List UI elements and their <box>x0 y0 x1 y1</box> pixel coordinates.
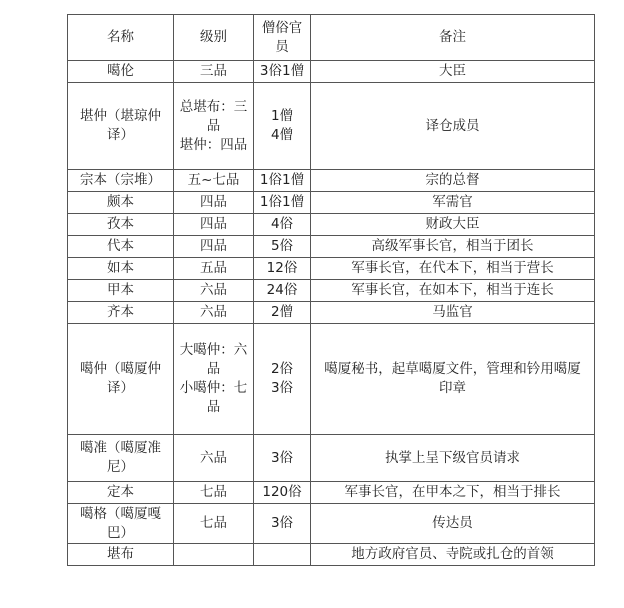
cell-rank-line: 品 <box>206 117 221 134</box>
cell-count <box>254 482 311 504</box>
cell-rank-line: 四品 <box>200 216 227 232</box>
cell-name-line: 宗本（宗堆） <box>80 172 161 188</box>
cell-rank-line: 四品 <box>200 238 227 254</box>
table-row <box>68 482 595 504</box>
cell-name-line: 译） <box>107 127 134 143</box>
cell-name <box>68 258 174 280</box>
cell-name-line: 齐本 <box>107 304 134 320</box>
cell-note <box>311 236 595 258</box>
cell-name <box>68 435 174 482</box>
cell-name-line: 如本 <box>107 260 134 276</box>
table-row <box>68 170 595 192</box>
cell-rank <box>174 482 254 504</box>
cell-note-line: 马监官 <box>432 304 473 320</box>
cell-count <box>254 258 311 280</box>
cell-rank-line: 六品 <box>200 282 227 298</box>
cell-count-line: 2僧 <box>270 304 294 320</box>
cell-note-line: 传达员 <box>432 515 473 531</box>
cell-note-line: 地方政府官员、寺院或扎仓的首领 <box>351 546 554 562</box>
cell-note-line: 宗的总督 <box>425 172 480 188</box>
cell-count <box>254 192 311 214</box>
cell-note-line: 军事长官，在甲本之下，相当于排长 <box>344 484 561 500</box>
cell-count <box>254 302 311 324</box>
cell-name-line: 译） <box>107 380 134 396</box>
cell-name-line: 巴） <box>107 524 134 541</box>
cell-name <box>68 280 174 302</box>
cell-rank-line: 五品 <box>200 260 227 276</box>
cell-count <box>254 236 311 258</box>
cell-note <box>311 214 595 236</box>
cell-name <box>68 192 174 214</box>
table-row <box>68 324 595 435</box>
cell-count-line: 1俗1僧 <box>259 172 305 188</box>
cell-count <box>254 61 311 83</box>
cell-note-line: 军需官 <box>432 194 473 210</box>
cell-note-line: 执掌上呈下级官员请求 <box>385 449 520 466</box>
cell-count-line: 4僧 <box>270 127 294 143</box>
table-row <box>68 214 595 236</box>
cell-count-line: 12俗 <box>266 260 298 276</box>
cell-note <box>311 482 595 504</box>
cell-note <box>311 83 595 170</box>
cell-rank-line: 七品 <box>200 484 227 500</box>
cell-name-line: 噶仲（噶厦仲 <box>80 361 161 377</box>
cell-count-line: 1僧 <box>270 108 294 124</box>
table-row <box>68 61 595 83</box>
cell-rank <box>174 83 254 170</box>
cell-note-line: 高级军事长官，相当于团长 <box>371 238 534 254</box>
cell-rank-line: 三品 <box>200 63 227 79</box>
cell-note-line: 军事长官，在如本下，相当于连长 <box>351 282 554 298</box>
cell-name-line: 尼） <box>107 459 134 475</box>
cell-rank <box>174 435 254 482</box>
table-body <box>68 61 595 566</box>
cell-rank <box>174 214 254 236</box>
cell-note-line: 译仓成员 <box>425 117 480 134</box>
table-row <box>68 258 595 280</box>
table-row <box>68 504 595 544</box>
cell-rank-line: 堪仲：四品 <box>179 136 248 153</box>
table-row <box>68 280 595 302</box>
cell-count-line: 5俗 <box>270 238 294 254</box>
cell-count-line: 4俗 <box>270 216 294 232</box>
cell-count-line: 3俗 <box>270 515 294 531</box>
table-row <box>68 192 595 214</box>
cell-note <box>311 61 595 83</box>
cell-count-line: 120俗 <box>262 484 302 500</box>
cell-rank-line: 四品 <box>200 194 227 210</box>
cell-count <box>254 83 311 170</box>
cell-name <box>68 302 174 324</box>
cell-name-line: 颇本 <box>107 194 134 210</box>
cell-name <box>68 324 174 435</box>
cell-name <box>68 544 174 566</box>
header-rank: 级别 <box>174 15 254 61</box>
cell-note-line: 财政大臣 <box>425 216 480 232</box>
cell-count-line: 2俗 <box>270 361 294 377</box>
cell-name-line: 噶准（噶厦准 <box>80 440 161 456</box>
cell-rank-line: 品 <box>206 399 221 415</box>
cell-count <box>254 170 311 192</box>
cell-rank-line: 七品 <box>200 515 227 531</box>
cell-name-line: 定本 <box>107 484 134 500</box>
cell-name-line: 代本 <box>107 238 134 254</box>
cell-note <box>311 258 595 280</box>
header-row <box>68 15 595 61</box>
cell-rank-line: 大噶仲：六 <box>179 342 248 358</box>
cell-count <box>254 544 311 566</box>
cell-rank <box>174 61 254 83</box>
cell-name <box>68 236 174 258</box>
cell-count-line: 1俗1僧 <box>259 194 305 210</box>
cell-note <box>311 324 595 435</box>
cell-name <box>68 170 174 192</box>
cell-note <box>311 192 595 214</box>
header-count-line: 僧俗官 <box>261 19 303 36</box>
cell-note-line: 噶厦秘书，起草噶厦文件，管理和钤用噶厦 <box>324 361 581 377</box>
cell-rank <box>174 192 254 214</box>
cell-count <box>254 324 311 435</box>
cell-note <box>311 302 595 324</box>
cell-name <box>68 214 174 236</box>
cell-rank-line: 小噶仲：七 <box>179 380 248 396</box>
officials-table <box>67 14 595 566</box>
header-name: 名称 <box>68 15 174 61</box>
table-row <box>68 236 595 258</box>
cell-rank <box>174 324 254 435</box>
cell-rank <box>174 302 254 324</box>
table-row <box>68 435 595 482</box>
table-row <box>68 544 595 566</box>
cell-count <box>254 280 311 302</box>
cell-name <box>68 504 174 544</box>
cell-name <box>68 61 174 83</box>
cell-note-line: 军事长官，在代本下，相当于营长 <box>351 260 554 276</box>
cell-rank <box>174 170 254 192</box>
cell-rank-line: 品 <box>206 361 221 377</box>
officials-table-container <box>67 14 595 566</box>
cell-name-line: 孜本 <box>107 216 134 232</box>
cell-rank-line: 六品 <box>200 449 227 466</box>
cell-rank <box>174 280 254 302</box>
cell-name <box>68 482 174 504</box>
cell-count <box>254 504 311 544</box>
cell-rank-line: 总堪布：三 <box>179 98 248 115</box>
table-row <box>68 83 595 170</box>
cell-name-line: 堪仲（堪琼仲 <box>80 108 161 124</box>
cell-note-line: 印章 <box>439 380 466 396</box>
cell-count-line: 3俗 <box>270 449 294 466</box>
cell-note <box>311 170 595 192</box>
header-count-line: 员 <box>275 38 289 55</box>
cell-count-line: 3俗 <box>270 380 294 396</box>
cell-note <box>311 504 595 544</box>
cell-count-line: 24俗 <box>266 282 298 298</box>
cell-note-line: 大臣 <box>439 63 466 79</box>
cell-rank <box>174 236 254 258</box>
cell-note <box>311 280 595 302</box>
cell-name <box>68 83 174 170</box>
table-row <box>68 302 595 324</box>
cell-note <box>311 544 595 566</box>
cell-name-line: 甲本 <box>107 282 134 298</box>
cell-rank <box>174 544 254 566</box>
cell-count <box>254 435 311 482</box>
cell-rank-line: 五~七品 <box>187 172 240 188</box>
cell-rank <box>174 504 254 544</box>
cell-name-line: 噶伦 <box>107 63 134 79</box>
cell-count-line: 3俗1僧 <box>259 63 305 79</box>
cell-rank <box>174 258 254 280</box>
header-count <box>254 15 311 61</box>
cell-count <box>254 214 311 236</box>
cell-name-line: 堪布 <box>107 546 134 562</box>
cell-name-line: 噶格（噶厦嘎 <box>80 505 161 522</box>
header-note: 备注 <box>311 15 595 61</box>
cell-note <box>311 435 595 482</box>
cell-rank-line: 六品 <box>200 304 227 320</box>
